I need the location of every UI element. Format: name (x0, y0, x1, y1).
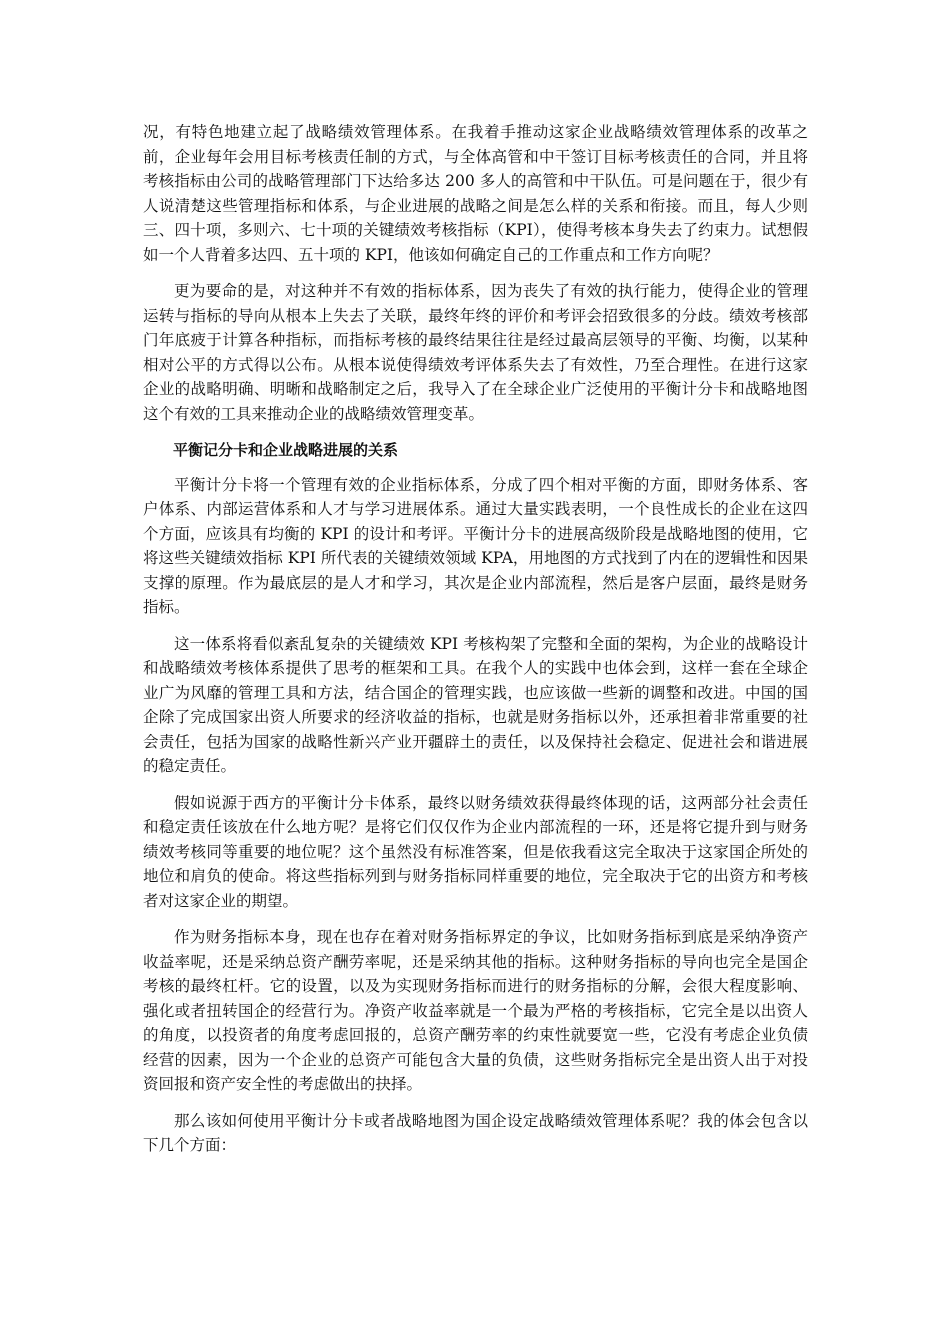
paragraph-3: 平衡计分卡将一个管理有效的企业指标体系，分成了四个相对平衡的方面，即财务体系、客户体系、内部运营体系和人才与学习进展体系。通过大量实践表明，一个良性成长的企业在这四个方面，应该具有均衡的 KPI 的设计和考评。平衡计分卡的进展高级阶段是战略地图的使用，它将这些关键绩效指标 KPI 所代表的关键绩效领域 KPA，用地图的方式找到了内在的逻辑性和因果支撑的原理。作为最底层的是人才和学习，其次是企业内部流程，然后是客户层面，最终是财务指标。 (143, 475, 808, 616)
paragraph-7: 那么该如何使用平衡计分卡或者战略地图为国企设定战略绩效管理体系呢？我的体会包含以下几个方面： (143, 1111, 808, 1154)
paragraph-5: 假如说源于西方的平衡计分卡体系，最终以财务绩效获得最终体现的话，这两部分社会责任和稳定责任该放在什么地方呢？是将它们仅仅作为企业内部流程的一环，还是将它提升到与财务绩效考核同等重要的地位呢？这个虽然没有标准答案，但是依我看这完全取决于这家国企所处的地位和肩负的使命。将这些指标列到与财务指标同样重要的地位，完全取决于它的出资方和考核者对这家企业的期望。 (143, 793, 808, 910)
paragraph-4: 这一体系将看似紊乱复杂的关键绩效 KPI 考核构架了完整和全面的架构，为企业的战略设计和战略绩效考核体系提供了思考的框架和工具。在我个人的实践中也体会到，这样一套在全球企业广为风靡的管理工具和方法，结合国企的管理实践，也应该做一些新的调整和改进。中国的国企除了完成国家出资人所要求的经济收益的指标，也就是财务指标以外，还承担着非常重要的社会责任，包括为国家的战略性新兴产业开疆辟土的责任，以及保持社会稳定、促进社会和谐进展的稳定责任。 (143, 634, 808, 775)
paragraph-6: 作为财务指标本身，现在也存在着对财务指标界定的争议，比如财务指标到底是采纳净资产收益率呢，还是采纳总资产酬劳率呢，还是采纳其他的指标。这种财务指标的导向也完全是国企考核的最终杠杆。它的设置，以及为实现财务指标而进行的财务指标的分解，会很大程度影响、强化或者扭转国企的经营行为。净资产收益率就是一个最为严格的考核指标，它完全是以出资人的角度，以投资者的角度考虑回报的，总资产酬劳率的约束性就要宽一些，它没有考虑企业负债经营的因素，因为一个企业的总资产可能包含大量的负债，这些财务指标完全是出资人出于对投资回报和资产安全性的考虑做出的抉择。 (143, 928, 808, 1093)
document-page (143, 120, 808, 1170)
section-heading: 平衡记分卡和企业战略进展的关系 (173, 441, 399, 459)
paragraph-1: 况，有特色地建立起了战略绩效管理体系。在我着手推动这家企业战略绩效管理体系的改革之前，企业每年会用目标考核责任制的方式，与全体高管和中干签订目标考核责任的合同，并且将考核指标由公司的战略管理部门下达给多达 200 多人的高管和中干队伍。可是问题在于，很少有人说清楚这些管理指标和体系，与企业进展的战略之间是怎么样的关系和衔接。而且，每人少则三、四十项，多则六、七十项的关键绩效考核指标（KPI），使得考核本身失去了约束力。试想假如一个人背着多达四、五十项的 KPI，他该如何确定自己的工作重点和工作方向呢？ (143, 123, 808, 264)
paragraph-2: 更为要命的是，对这种并不有效的指标体系，因为丧失了有效的执行能力，使得企业的管理运转与指标的导向从根本上失去了关联，最终年终的评价和考评会招致很多的分歧。绩效考核部门年底疲于计算各种指标，而指标考核的最终结果往往是经过最高层领导的平衡、均衡，以某种相对公平的方式得以公布。从根本说使得绩效考评体系失去了有效性，乃至合理性。在进行这家企业的战略明确、明晰和战略制定之后，我导入了在全球企业广泛使用的平衡计分卡和战略地图这个有效的工具来推动企业的战略绩效管理变革。 (143, 282, 808, 423)
